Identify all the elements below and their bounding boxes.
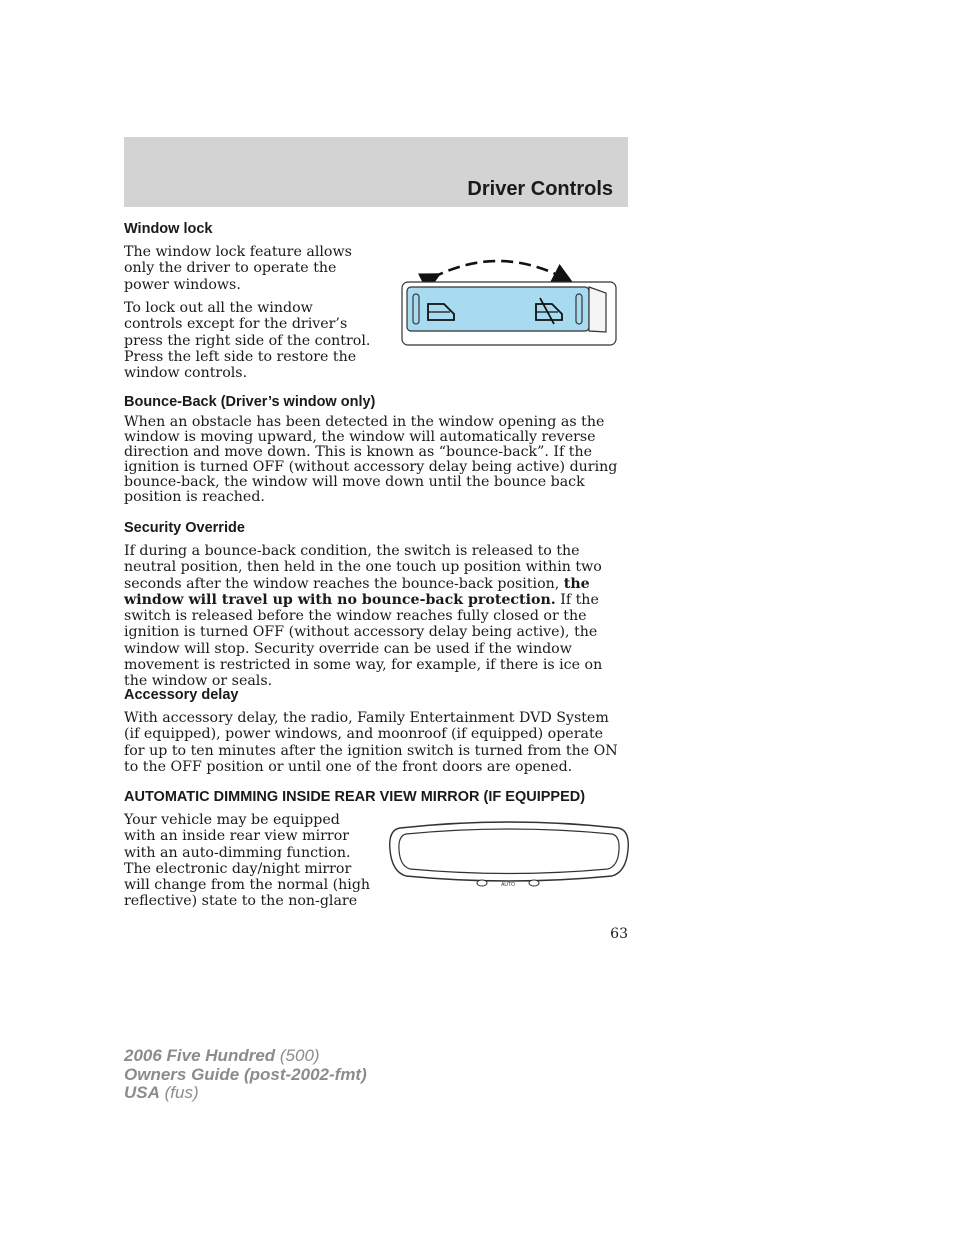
heading-window-lock: Window lock: [124, 221, 213, 237]
security-override-text-2: If the switch is released before the window reaches fully closed or the ignition is turned OFF (without accessory delay being active), the window will stop. Security override can be used if the window movement is restricted in some way, for example, if there is ice on the window or seals.: [124, 591, 603, 690]
accessory-delay-paragraph: With accessory delay, the radio, Family Entertainment DVD System (if equipped), power windows, and moonroof (if equipped) operate for up to ten minutes after the ignition switch is turned from the ON to the OFF position or until one of the front doors are opened.: [124, 710, 618, 775]
document-footer: [124, 1047, 367, 1103]
window-lock-paragraph-1: The window lock feature allows only the driver to operate the power windows.: [124, 244, 352, 293]
security-override-emphasis: the window will travel up with no bounce-back protection.: [124, 575, 590, 608]
heading-bounce-back: Bounce-Back (Driver’s window only): [124, 394, 376, 410]
heading-security-override: Security Override: [124, 520, 245, 536]
bounce-back-paragraph: When an obstacle has been detected in the window opening as the window is moving upward, the window will automatically reverse direction and move down. This is known as “bounce-back”. If the ignition is turned OFF (without accessory delay being active) during bounce-back, the window will move down until the bounce back position is reached.: [124, 414, 618, 506]
footer-model-code: (500): [275, 1046, 320, 1065]
footer-guide: Owners Guide (post-2002-fmt): [124, 1064, 367, 1084]
window-lock-switch-illustration: [398, 250, 620, 350]
rear-view-mirror-illustration: [386, 818, 632, 894]
auto-label: AUTO: [501, 882, 515, 888]
heading-accessory-delay: Accessory delay: [124, 687, 239, 703]
heading-auto-dimming-mirror: AUTOMATIC DIMMING INSIDE REAR VIEW MIRROR (IF EQUIPPED): [124, 789, 586, 805]
mirror-paragraph: Your vehicle may be equipped with an inside rear view mirror with an auto-dimming function. The electronic day/night mirror will change from the normal (high reflective) state to the non-glare: [124, 812, 371, 910]
footer-market: USA: [124, 1083, 160, 1102]
page-section-title: Driver Controls: [467, 178, 613, 200]
section-header-band: [124, 137, 628, 207]
footer-market-code: (fus): [159, 1083, 199, 1102]
page-number: 63: [610, 926, 628, 942]
security-override-paragraph: [124, 543, 628, 690]
double-arrow-icon: [432, 261, 564, 278]
security-override-text-1: If during a bounce-back condition, the switch is released to the neutral position, then held in the one touch up position within two seconds after the window reaches the bounce-back position,: [124, 543, 602, 592]
window-lock-paragraph-2: To lock out all the window controls except for the driver’s press the right side of the control. Press the left side to restore the window controls.: [124, 300, 371, 382]
footer-model: 2006 Five Hundred: [124, 1046, 276, 1065]
